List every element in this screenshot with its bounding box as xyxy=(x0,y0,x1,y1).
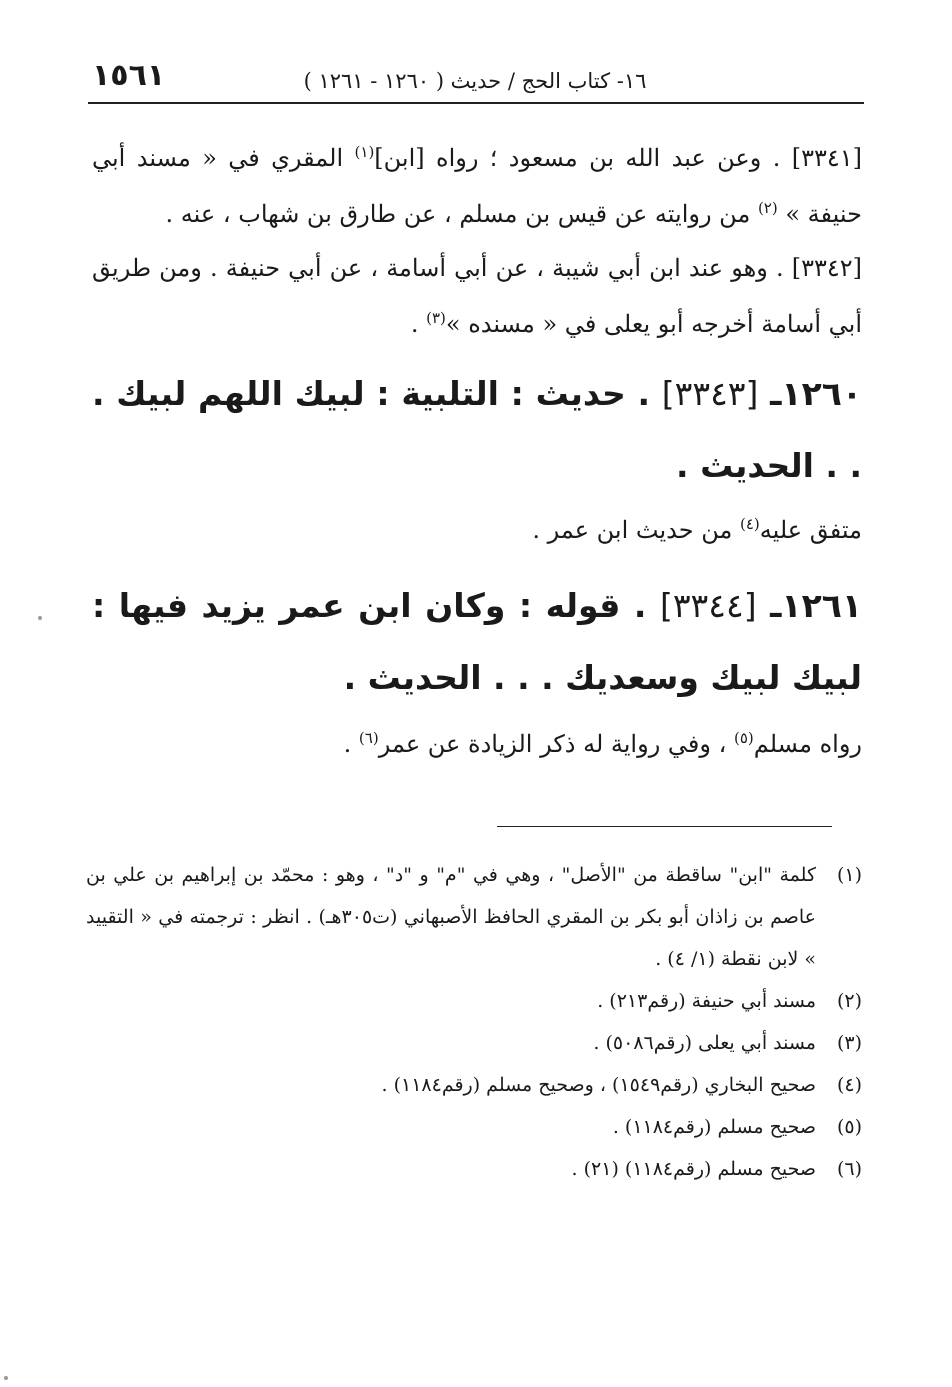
footnote-ref[interactable]: (٤) xyxy=(739,515,760,533)
hadith-text: . حديث : التلبية : لبيك اللهم لبيك . . . الحديث . xyxy=(92,374,862,485)
footnote-item xyxy=(86,1064,862,1106)
page-number: ١٥٦١ xyxy=(92,58,166,93)
footnote-separator xyxy=(497,826,832,827)
hadith-number: ١٢٦١ـ xyxy=(770,586,862,625)
footnote-number: (٤) xyxy=(836,1074,862,1096)
hadith-1261-source xyxy=(92,724,862,764)
footnote-ref[interactable]: (٢) xyxy=(757,199,778,217)
scan-speck xyxy=(4,1376,8,1380)
footnotes xyxy=(86,854,862,1190)
footnote-text: مسند أبي يعلى (رقم٥٠٨٦) . xyxy=(593,1032,816,1054)
hadith-text: . قوله : وكان ابن عمر يزيد فيها : لبيك لبيك وسعديك . . . الحديث . xyxy=(92,586,862,697)
source-text: ، وفي رواية له ذكر الزيادة عن عمر xyxy=(378,730,734,758)
footnote-ref[interactable]: (٣) xyxy=(426,309,446,327)
source-text: . xyxy=(343,730,359,758)
footnote-number: (٢) xyxy=(836,990,862,1012)
paragraph-text: [٣٣٤٢] . وهو عند ابن أبي شيبة ، عن أبي أسامة ، عن أبي حنيفة . ومن طريق أبي أسامة أخرجه أبو يعلى في « مسنده » xyxy=(92,254,862,338)
footnote-ref[interactable]: (٥) xyxy=(733,729,754,747)
source-text: رواه مسلم xyxy=(753,730,862,758)
footnote-text: صحيح مسلم (رقم١١٨٤) (٢١) . xyxy=(571,1158,816,1180)
footnote-number: (١) xyxy=(836,864,862,886)
paragraph-text: . xyxy=(410,310,427,338)
hadith-ref: [٣٣٤٤] xyxy=(659,586,757,625)
footnote-item xyxy=(86,1106,862,1148)
footnote-ref[interactable]: (١) xyxy=(354,143,375,161)
footnote-number: (٥) xyxy=(836,1116,862,1138)
paragraph-text: من روايته عن قيس بن مسلم ، عن طارق بن شهاب ، عنه . xyxy=(165,200,758,228)
running-title: ١٦- كتاب الحج / حديث ( ١٢٦٠ - ١٢٦١ ) xyxy=(303,69,647,93)
footnote-item xyxy=(86,854,862,980)
footnote-item xyxy=(86,1022,862,1064)
hadith-ref: [٣٣٤٣] xyxy=(661,374,759,413)
source-text: متفق عليه xyxy=(759,516,862,544)
hadith-heading-1260 xyxy=(92,358,862,502)
footnote-ref[interactable]: (٦) xyxy=(358,729,379,747)
footnote-text: صحيح البخاري (رقم١٥٤٩) ، وصحيح مسلم (رقم١١٨٤) . xyxy=(381,1074,816,1096)
paragraph-3342 xyxy=(92,240,862,352)
hadith-1260-source xyxy=(92,510,862,550)
footnote-number: (٦) xyxy=(836,1158,862,1180)
paragraph-3341 xyxy=(92,130,862,242)
footnote-item xyxy=(86,980,862,1022)
footnote-text: مسند أبي حنيفة (رقم٢١٣) . xyxy=(597,990,816,1012)
scan-speck xyxy=(38,616,42,620)
hadith-heading-1261 xyxy=(92,570,862,714)
paragraph-text: المقري في « مسند أبي حنيفة » xyxy=(92,144,862,228)
footnote-item xyxy=(86,1148,862,1190)
hadith-number: ١٢٦٠ـ xyxy=(770,374,862,413)
footnote-text: كلمة "ابن" ساقطة من "الأصل" ، وهي في "م" و "د" ، وهو : محمّد بن إبراهيم بن علي بن عاصم بن زاذان أبو بكر بن المقري الحافظ الأصبهاني (ت٣٠٥هـ) . انظر : ترجمته في « التقييد » لابن نقطة (١/ ٤) . xyxy=(86,864,816,970)
source-text: من حديث ابن عمر . xyxy=(532,516,740,544)
header-rule xyxy=(88,102,864,104)
footnote-text: صحيح مسلم (رقم١١٨٤) . xyxy=(612,1116,816,1138)
footnote-number: (٣) xyxy=(836,1032,862,1054)
paragraph-text: [٣٣٤١] . وعن عبد الله بن مسعود ؛ رواه [ابن] xyxy=(374,144,862,172)
